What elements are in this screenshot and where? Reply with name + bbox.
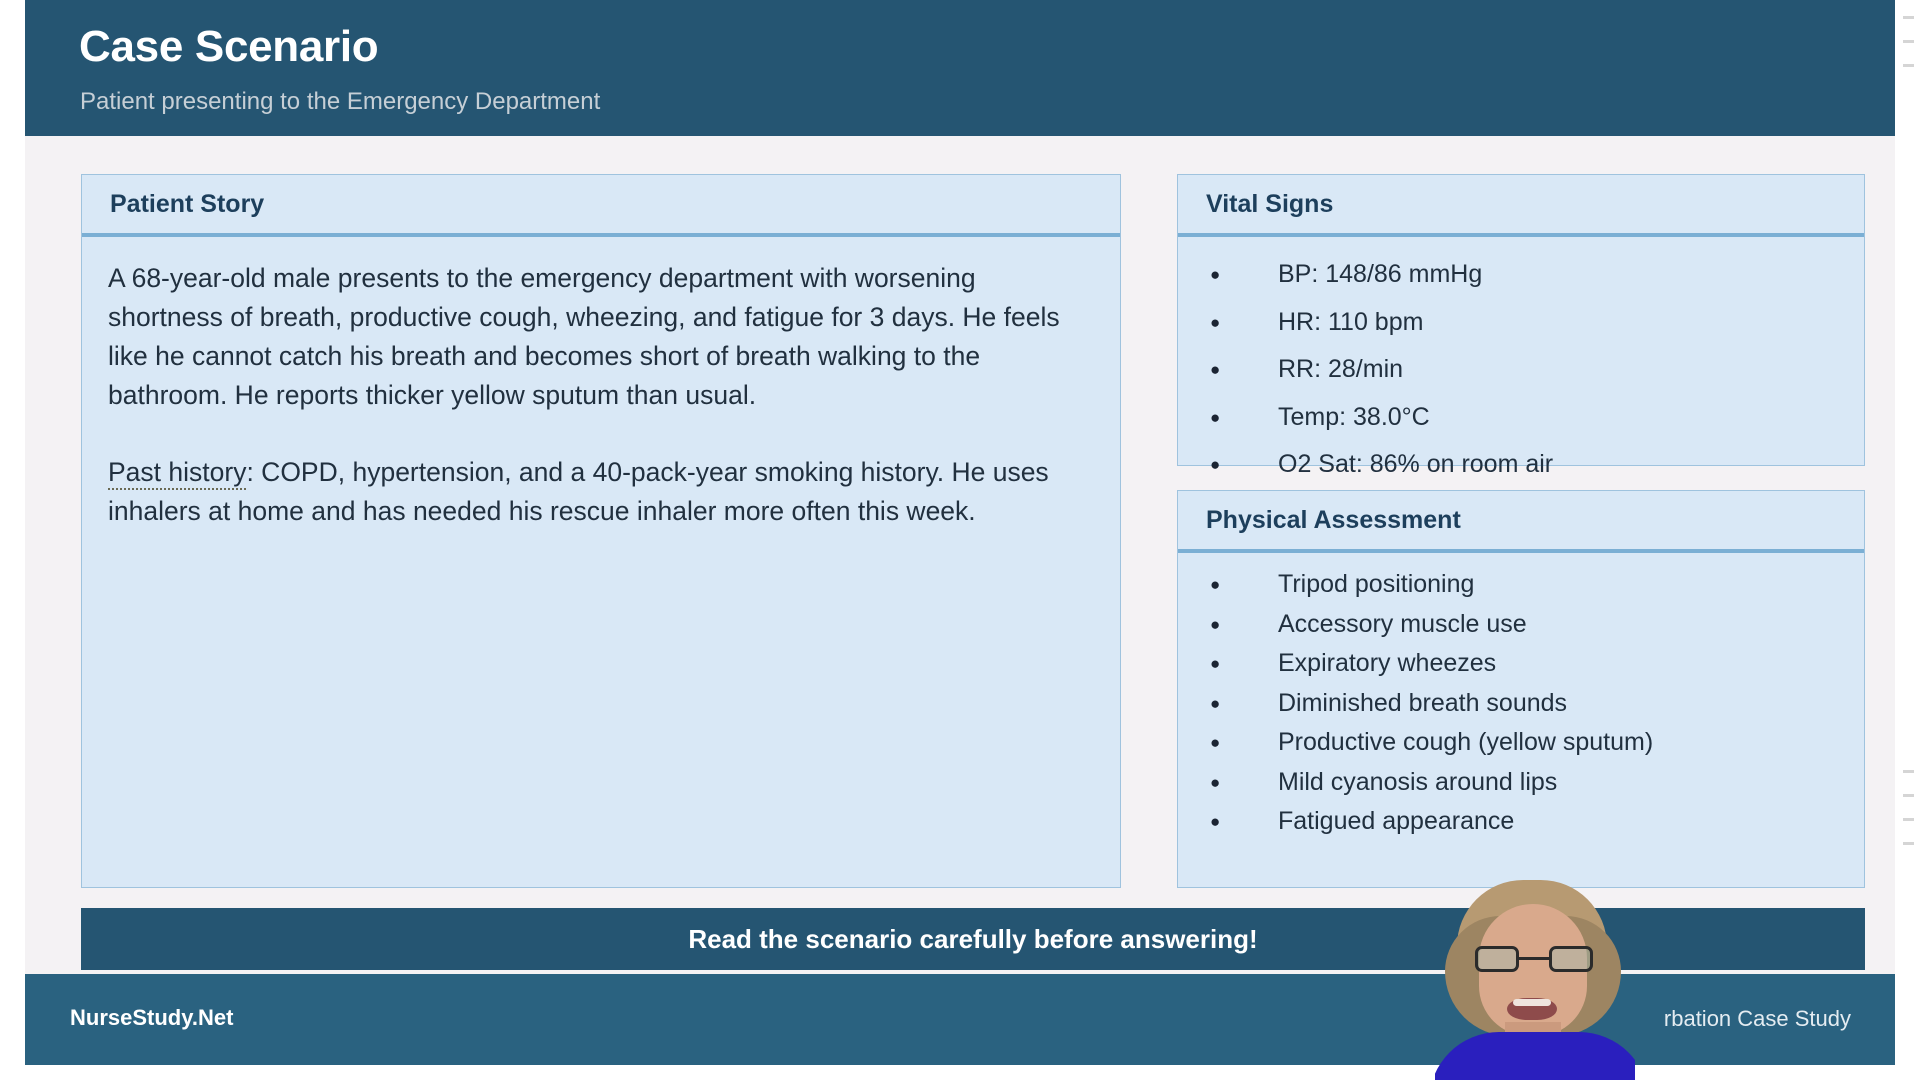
list-item: ● HR: 110 bpm <box>1178 299 1864 347</box>
vital-signs-panel <box>1177 174 1865 478</box>
list-item: ● Temp: 38.0°C <box>1178 394 1864 442</box>
physical-assessment-heading: Physical Assessment <box>1206 505 1461 534</box>
list-item: ● Expiratory wheezes <box>1178 644 1864 684</box>
glasses-icon <box>1475 946 1593 972</box>
list-item: ● Fatigued appearance <box>1178 802 1864 842</box>
presenter-torso <box>1435 1032 1635 1080</box>
list-item: ● BP: 148/86 mmHg <box>1178 251 1864 299</box>
footer-brand: NurseStudy.Net <box>70 1005 234 1030</box>
presenter-teeth <box>1513 999 1551 1006</box>
list-item: ● O2 Sat: 86% on room air <box>1178 441 1864 489</box>
vital-signs-header <box>1178 175 1864 237</box>
patient-story-paragraph-2 <box>108 453 1094 531</box>
vital-signs-list <box>1178 237 1864 489</box>
page-subtitle: Patient presenting to the Emergency Department <box>80 88 601 115</box>
patient-story-panel <box>81 174 1121 888</box>
list-item: ● Tripod positioning <box>1178 565 1864 605</box>
physical-assessment-header <box>1178 491 1864 553</box>
footer-course-title: rbation Case Study <box>1663 1006 1851 1031</box>
list-item: ● RR: 28/min <box>1178 346 1864 394</box>
physical-assessment-list <box>1178 553 1864 842</box>
page-title: Case Scenario <box>79 22 379 71</box>
list-item: ● Accessory muscle use <box>1178 605 1864 645</box>
slide-right-margin <box>1895 0 1920 1080</box>
slide-left-margin <box>0 0 25 1080</box>
physical-assessment-panel <box>1177 490 1865 888</box>
slide-header <box>25 0 1895 136</box>
past-history-text: : COPD, hypertension, and a 40-pack-year smoking history. He uses inhalers at home and has needed his rescue inhaler more often this week. <box>108 457 1049 526</box>
list-item: ● Diminished breath sounds <box>1178 684 1864 724</box>
list-item: ● Mild cyanosis around lips <box>1178 763 1864 803</box>
presenter-video-overlay <box>1435 880 1635 1080</box>
patient-story-body <box>82 237 1120 531</box>
patient-story-paragraph-1: A 68-year-old male presents to the emergency department with worsening shortness of breath, productive cough, wheezing, and fatigue for 3 days. He feels like he cannot catch his breath and becomes short of breath walking to the bathroom. He reports thicker yellow sputum than usual. <box>108 263 1060 410</box>
instruction-banner-text: Read the scenario carefully before answering! <box>688 923 1258 954</box>
vital-signs-heading: Vital Signs <box>1206 189 1334 218</box>
past-history-label: Past history <box>108 457 246 490</box>
patient-story-header <box>82 175 1120 237</box>
list-item: ● Productive cough (yellow sputum) <box>1178 723 1864 763</box>
patient-story-heading: Patient Story <box>110 189 265 218</box>
slide-content <box>25 136 1895 974</box>
